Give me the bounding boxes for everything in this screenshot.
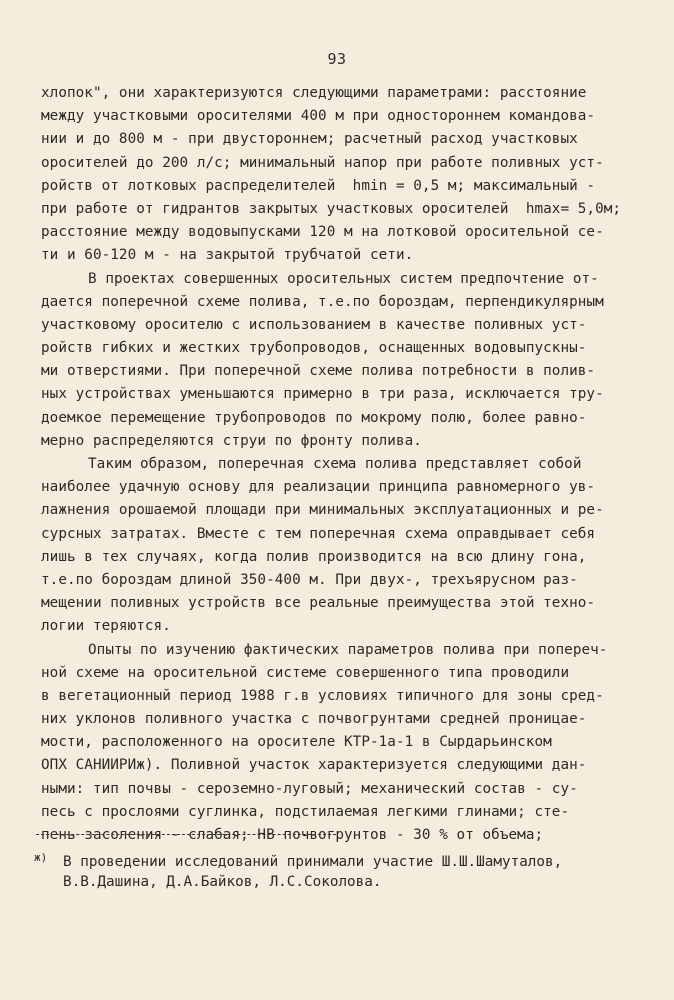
footnote-separator [36, 834, 336, 835]
text-line: ми отверстиями. При поперечной схеме полива потребности в полив- [41, 363, 596, 380]
text-line: ных устройствах уменьшаются примерно в три раза, исключается тру- [41, 386, 604, 403]
paragraph [41, 82, 641, 268]
text-line: ными: тип почвы - сероземно-луговый; механический состав - су- [41, 780, 578, 797]
text-line: доемкое перемещение трубопроводов по мокрому полю, более равно- [41, 409, 587, 426]
text-line: Опыты по изучению фактических параметров полива при попереч- [88, 641, 608, 658]
text-line: Таким образом, поперечная схема полива представляет собой [88, 456, 582, 472]
text-line: между участковыми оросителями 400 м при одностороннем командова- [41, 108, 596, 125]
body-text [41, 82, 641, 847]
text-line: наиболее удачную основу для реализации принципа равномерного ув- [41, 479, 596, 496]
paragraph [41, 268, 641, 454]
text-line: ти и 60-120 м - на закрытой трубчатой сети. [41, 247, 414, 264]
footnotes [34, 846, 644, 894]
text-line: при работе от гидрантов закрытых участковых оросителей hmax= 5,0м; [41, 200, 622, 217]
footnote-line [34, 870, 644, 894]
text-line: дается поперечной схеме полива, т.е.по бороздам, перпендикулярным [41, 293, 604, 310]
text-line: нии и до 800 м - при двустороннем; расчетный расход участковых [41, 131, 578, 148]
text-line: сурсных затратах. Вместе с тем поперечная схема оправдывает себя [41, 525, 596, 542]
text-line: лишь в тех случаях, когда полив производится на всю длину гона, [41, 548, 587, 565]
text-line: ройств гибких и жестких трубопроводов, оснащенных водовыпускны- [41, 340, 587, 357]
text-line: хлопок", они характеризуются следующими параметрами: расстояние [41, 85, 587, 101]
footnote-text: В проведении исследований принимали участие Ш.Ш.Шамуталов, [63, 854, 563, 870]
text-line: ной схеме на оросительной системе совершенного типа проводили [41, 664, 570, 681]
text-line: т.е.по бороздам длиной 350-400 м. При двух-, трехъярусном раз- [41, 571, 578, 588]
text-line: участковому оросителю с использованием в качестве поливных уст- [41, 316, 587, 333]
text-line: ройств от лотковых распределителей hmin = 0,5 м; максимальный - [41, 177, 596, 194]
page-number: 93 [327, 50, 347, 68]
text-line: В проектах совершенных оросительных систем предпочтение от- [88, 270, 599, 287]
text-line: ОПХ САНИИРИж). Поливной участок характеризуется следующими дан- [41, 757, 587, 774]
paragraph [41, 639, 641, 848]
footnote-text: В.В.Дашина, Д.А.Байков, Л.С.Соколова. [63, 874, 382, 890]
text-line: мерно распределяются струи по фронту полива. [41, 432, 422, 449]
text-line: мости, расположенного на оросителе КТР-1а-1 в Сырдарьинском [41, 734, 552, 751]
text-line: мещении поливных устройств все реальные преимущества этой техно- [41, 595, 596, 612]
text-line: оросителей до 200 л/с; минимальный напор при работе поливных уст- [41, 154, 604, 171]
text-line: песь с прослоями суглинка, подстилаемая легкими глинами; сте- [41, 803, 570, 820]
text-line: них уклонов поливного участка с почвогрунтами средней проницае- [41, 711, 587, 728]
footnote-line [34, 846, 644, 870]
text-line: лажнения орошаемой площади при минимальных эксплуатационных и ре- [41, 502, 604, 519]
text-line: расстояние между водовыпусками 120 м на лотковой оросительной се- [41, 224, 604, 241]
paragraph [41, 453, 641, 639]
text-line: в вегетационный период 1988 г.в условиях типичного для зоны сред- [41, 687, 604, 704]
text-line: пень засоления - слабая; НВ почвогрунтов - 30 % от объема; [41, 827, 544, 843]
footnote [34, 846, 644, 894]
footnote-marker: ж) [34, 851, 48, 864]
text-line: логии теряются. [41, 618, 171, 635]
